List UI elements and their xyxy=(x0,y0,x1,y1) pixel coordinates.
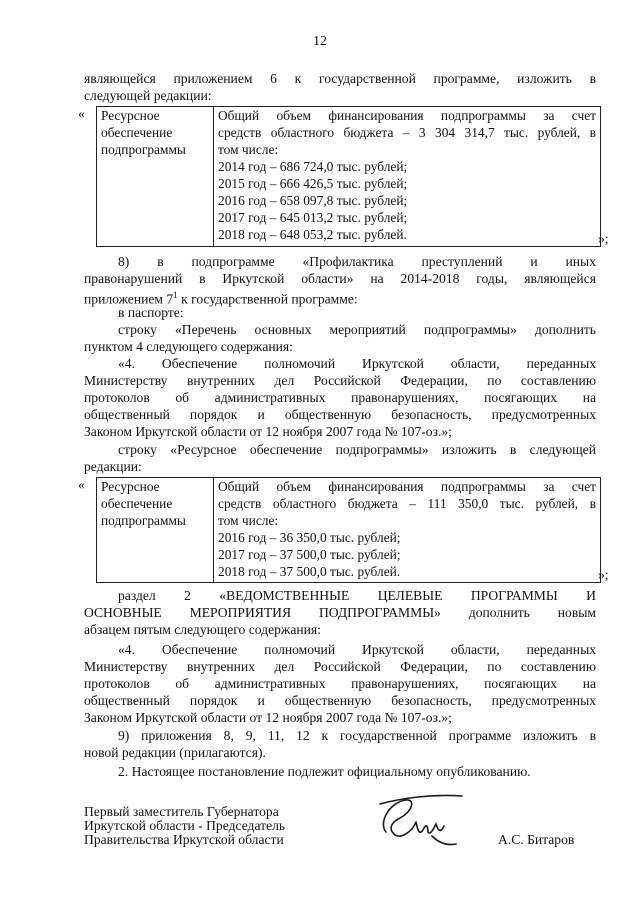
resource-table-1 xyxy=(96,106,601,247)
text-line: том числе: xyxy=(218,142,279,157)
resource-text-cell-1 xyxy=(214,107,601,247)
item4b-line-2: Министерству внутренних дел Российской Федерации, по составлению xyxy=(84,659,596,674)
superscript: 1 xyxy=(173,290,178,300)
label-line: обеспечение xyxy=(101,496,173,511)
para8-line-1: 8) в подпрограмме «Профилактика преступлений и иных xyxy=(118,254,596,269)
label-line: Ресурсное xyxy=(101,108,160,123)
text-line: средств областного бюджета – 111 350,0 тыс. рублей, в xyxy=(218,496,596,511)
text-line: 2017 год – 645 013,2 тыс. рублей; xyxy=(218,210,408,225)
text-line: том числе: xyxy=(218,513,279,528)
text-line: 2016 год – 658 097,8 тыс. рублей; xyxy=(218,193,408,208)
item4b-line-4: общественный порядок и общественную безопасность, предусмотренных xyxy=(84,693,596,708)
signatory-line: Правительства Иркутской области xyxy=(84,832,284,847)
para9-line-2: новой редакции (прилагаются). xyxy=(84,745,266,760)
text-line: 2018 год – 37 500,0 тыс. рублей. xyxy=(218,564,401,579)
para9-line-1: 9) приложения 8, 9, 11, 12 к государственной программе изложить в xyxy=(118,728,596,743)
item4b-line-3: протоколов об административных правонарушениях, посягающих на xyxy=(84,676,596,691)
para8-line-2: правонарушений в Иркутской области» на 2014-2018 годы, являющейся xyxy=(84,271,596,286)
para8-line-3-post: к государственной программе: xyxy=(177,291,358,307)
resource-table-2 xyxy=(96,477,601,583)
section2-line-3: абзацем пятым следующего содержания: xyxy=(84,622,321,637)
intro-line-1: являющейся приложением 6 к государственной программе, изложить в xyxy=(84,71,596,86)
text-line: 2018 год – 648 053,2 тыс. рублей. xyxy=(218,227,407,242)
label-line: подпрограммы xyxy=(101,142,186,157)
quote-close-2: »; xyxy=(598,567,609,582)
text-line: Общий объем финансирования подпрограммы за счет xyxy=(218,479,596,494)
item4a-line-3: протоколов об административных правонарушениях, посягающих на xyxy=(84,390,596,405)
para2: 2. Настоящее постановление подлежит официальному опубликованию. xyxy=(118,764,531,779)
section2-line-1: раздел 2 «ВЕДОМСТВЕННЫЕ ЦЕЛЕВЫЕ ПРОГРАММЫ И xyxy=(118,588,596,603)
item4a-line-1: «4. Обеспечение полномочий Иркутской области, переданных xyxy=(118,356,596,371)
text-line: средств областного бюджета – 3 304 314,7 тыс. рублей, в xyxy=(218,125,596,140)
signatory-line: Первый заместитель Губернатора xyxy=(84,804,279,819)
text-line: 2017 год – 37 500,0 тыс. рублей; xyxy=(218,547,401,562)
item4a-line-2: Министерству внутренних дел Российской Федерации, по составлению xyxy=(84,373,596,388)
row-add-line-1: строку «Перечень основных мероприятий подпрограммы» дополнить xyxy=(118,322,596,337)
signatory-name: А.С. Битаров xyxy=(498,832,575,847)
text-line: 2015 год – 666 426,5 тыс. рублей; xyxy=(218,176,408,191)
section2-line-2: ОСНОВНЫЕ МЕРОПРИЯТИЯ ПОДПРОГРАММЫ» дополнить новым xyxy=(84,605,596,620)
item4a-line-5: Законом Иркутской области от 12 ноября 2007 года № 107-оз.»; xyxy=(84,424,452,439)
item4b-line-5: Законом Иркутской области от 12 ноября 2007 года № 107-оз.»; xyxy=(84,710,452,725)
text-line: 2016 год – 36 350,0 тыс. рублей; xyxy=(218,530,401,545)
label-line: обеспечение xyxy=(101,125,173,140)
quote-open-2: « xyxy=(78,477,85,492)
signatory-line: Иркутской области - Председатель xyxy=(84,818,286,833)
resource-label-cell-2 xyxy=(97,478,214,583)
item4a-line-4: общественный порядок и общественную безопасность, предусмотренных xyxy=(84,407,596,422)
in-passport: в паспорте: xyxy=(118,305,184,320)
para8-line-3-pre: приложением 7 xyxy=(84,291,174,307)
item4b-line-1: «4. Обеспечение полномочий Иркутской области, переданных xyxy=(118,642,596,657)
quote-open-1: « xyxy=(78,106,85,121)
text-line: Общий объем финансирования подпрограммы за счет xyxy=(218,108,596,123)
label-line: Ресурсное xyxy=(101,479,160,494)
row-add-line-2: пунктом 4 следующего содержания: xyxy=(84,339,293,354)
row-resource-line-2: редакции: xyxy=(84,459,142,474)
row-resource-line-1: строку «Ресурсное обеспечение подпрограммы» изложить в следующей xyxy=(118,442,596,457)
resource-text-cell-2 xyxy=(214,478,601,583)
resource-label-cell-1 xyxy=(97,107,214,247)
text-line: 2014 год – 686 724,0 тыс. рублей; xyxy=(218,159,408,174)
signatory-title xyxy=(84,805,285,847)
handwritten-signature xyxy=(372,792,472,854)
quote-close-1: »; xyxy=(598,231,609,246)
intro-line-2: следующей редакции: xyxy=(84,88,212,103)
label-line: подпрограммы xyxy=(101,513,186,528)
page-number: 12 xyxy=(313,34,327,49)
